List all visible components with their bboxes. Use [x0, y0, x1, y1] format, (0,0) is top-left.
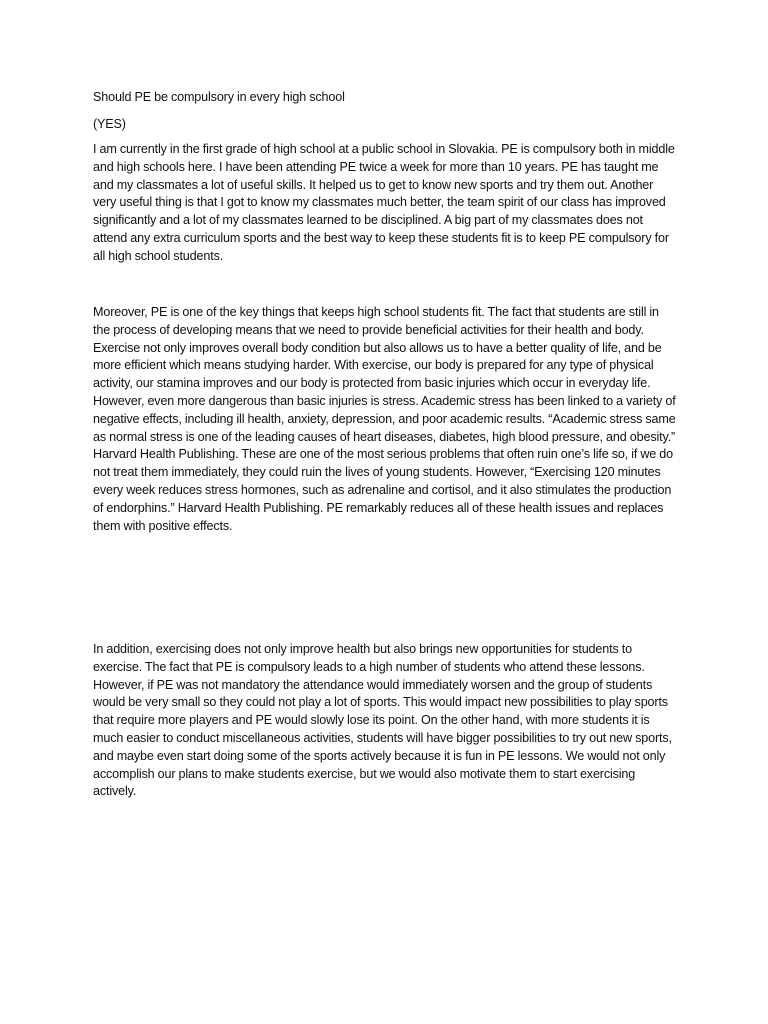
paragraph-fitness: Moreover, PE is one of the key things that keeps high school students fit. The fact that students are still in the process of developing means that we need to provide beneficial activities for their health and body. Exercise not only improves overall body condition but also allows us to have a better quality of life, and be more efficient which means studying harder. With exercise, our body is prepared for any type of physical activity, our stamina improves and our body is protected from basic injuries which occur in everyday life. However, even more dangerous than basic injuries is stress. Academic stress has been linked to a variety of negative effects, including ill health, anxiety, depression, and poor academic results. “Academic stress same as normal stress is one of the leading causes of heart diseases, diabetes, high blood pressure, and obesity.” Harvard Health Publishing. These are one of the most serious problems that often ruin one’s life so, if we do not treat them immediately, they could ruin the lives of young students. However, “Exercising 120 minutes every week reduces stress hormones, such as adrenaline and cortisol, and it also stimulates the production of endorphins.” Harvard Health Publishing. PE remarkably reduces all of these health issues and replaces them with positive effects. — [93, 305, 676, 533]
document-title: Should PE be compulsory in every high school — [93, 90, 345, 104]
paragraph-intro: I am currently in the first grade of high school at a public school in Slovakia. PE is compulsory both in middle and high schools here. I have been attending PE twice a week for more than 10 years. PE has taught me and my classmates a lot of useful skills. It helped us to get to know new sports and try them out. Another very useful thing is that I got to know my classmates much better, the team spirit of our class has improved significantly and a lot of my classmates learned to be disciplined. A big part of my classmates does not attend any extra curriculum sports and the best way to keep these students fit is to keep PE compulsory for all high school students. — [93, 142, 675, 263]
paragraph-opportunities: In addition, exercising does not only improve health but also brings new opportunities for students to exercise. The fact that PE is compulsory leads to a high number of students who attend these lessons. However, if PE was not mandatory the attendance would immediately worsen and the group of students would be very small so they could not play a lot of sports. This would impact new possibilities to play sports that require more players and PE would slowly lose its point. On the other hand, with more students it is much easier to conduct miscellaneous activities, students will have bigger possibilities to try out new sports, and maybe even start doing some of the sports actively because it is fun in PE lessons. We would not only accomplish our plans to make students exercise, but we would also motivate them to start exercising actively. — [93, 642, 672, 799]
stance-label: (YES) — [93, 117, 126, 131]
